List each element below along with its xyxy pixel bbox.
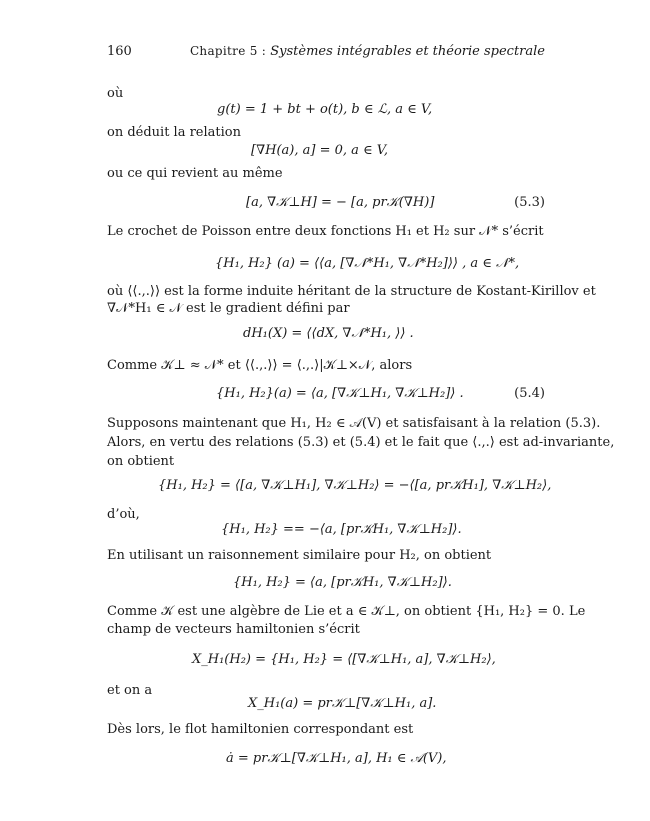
equation-number: (5.3) <box>514 195 545 210</box>
equation: {H₁, H₂} = ⟨a, [pr𝒦H₁, ∇𝒦⊥H₂]⟩. <box>233 575 452 590</box>
text-line: ou ce qui revient au même <box>107 166 283 181</box>
running-head <box>190 44 545 59</box>
text-line: Alors, en vertu des relations (5.3) et (5.4) et le fait que ⟨.,.⟩ est ad-invariante, <box>107 435 615 450</box>
page-number: 160 <box>107 44 132 59</box>
equation: {H₁, H₂} = ⟨[a, ∇𝒦⊥H₁], ∇𝒦⊥H₂⟩ = −⟨[a, pr𝒦H₁], ∇𝒦⊥H₂⟩, <box>158 478 552 493</box>
page-header <box>107 44 545 64</box>
text-line: ∇𝒩*H₁ ∈ 𝒩 est le gradient défini par <box>107 301 350 316</box>
chapter-title: Systèmes intégrables et théorie spectrale <box>270 44 545 59</box>
chapter-label: Chapitre 5 : <box>189 44 267 58</box>
text-line: et on a <box>107 683 153 698</box>
text-line: Dès lors, le flot hamiltonien correspondant est <box>107 722 414 737</box>
text-line: on obtient <box>107 454 175 469</box>
equation: {H₁, H₂} == −⟨a, [pr𝒦H₁, ∇𝒦⊥H₂]⟩. <box>221 522 462 537</box>
equation: [a, ∇𝒦⊥H] = − [a, pr𝒦(∇H)] <box>246 195 435 210</box>
equation: {H₁, H₂} (a) = ⟨⟨a, [∇𝒩*H₁, ∇𝒩*H₂]⟩⟩ , a ∈ 𝒩*, <box>215 256 520 271</box>
equation-number: (5.4) <box>514 386 545 401</box>
text-line: Le crochet de Poisson entre deux fonctions H₁ et H₂ sur 𝒩* s’écrit <box>107 224 544 239</box>
equation: X_H₁(a) = pr𝒦⊥[∇𝒦⊥H₁, a]. <box>248 696 437 711</box>
text-line: En utilisant un raisonnement similaire pour H₂, on obtient <box>107 548 492 563</box>
equation: dH₁(X) = ⟨⟨dX, ∇𝒩*H₁, ⟩⟩ . <box>243 326 414 341</box>
equation: g(t) = 1 + bt + o(t), b ∈ ℒ, a ∈ V, <box>217 102 433 117</box>
text-line: où ⟨⟨.,.⟩⟩ est la forme induite héritant de la structure de Kostant-Kirillov et <box>107 284 596 299</box>
equation: {H₁, H₂}(a) = ⟨a, [∇𝒦⊥H₁, ∇𝒦⊥H₂]⟩ . <box>216 386 464 401</box>
text-line: Supposons maintenant que H₁, H₂ ∈ 𝒜(V) et satisfaisant à la relation (5.3). <box>107 416 601 431</box>
text-line: d’où, <box>107 507 140 522</box>
text-line: Comme 𝒦⊥ ≈ 𝒩* et ⟨⟨.,.⟩⟩ = ⟨.,.⟩|𝒦⊥×𝒩, alors <box>107 358 413 373</box>
text-line: où <box>107 86 124 101</box>
equation: X_H₁(H₂) = {H₁, H₂} = ⟨[∇𝒦⊥H₁, a], ∇𝒦⊥H₂⟩, <box>192 652 496 667</box>
equation: [∇H(a), a] = 0, a ∈ V, <box>251 143 389 158</box>
text-line: on déduit la relation <box>107 125 241 140</box>
equation: ȧ = pr𝒦⊥[∇𝒦⊥H₁, a], H₁ ∈ 𝒜(V), <box>226 751 447 766</box>
text-line: champ de vecteurs hamiltonien s’écrit <box>107 622 360 637</box>
text-line: Comme 𝒦 est une algèbre de Lie et a ∈ 𝒦⊥, on obtient {H₁, H₂} = 0. Le <box>107 604 586 619</box>
